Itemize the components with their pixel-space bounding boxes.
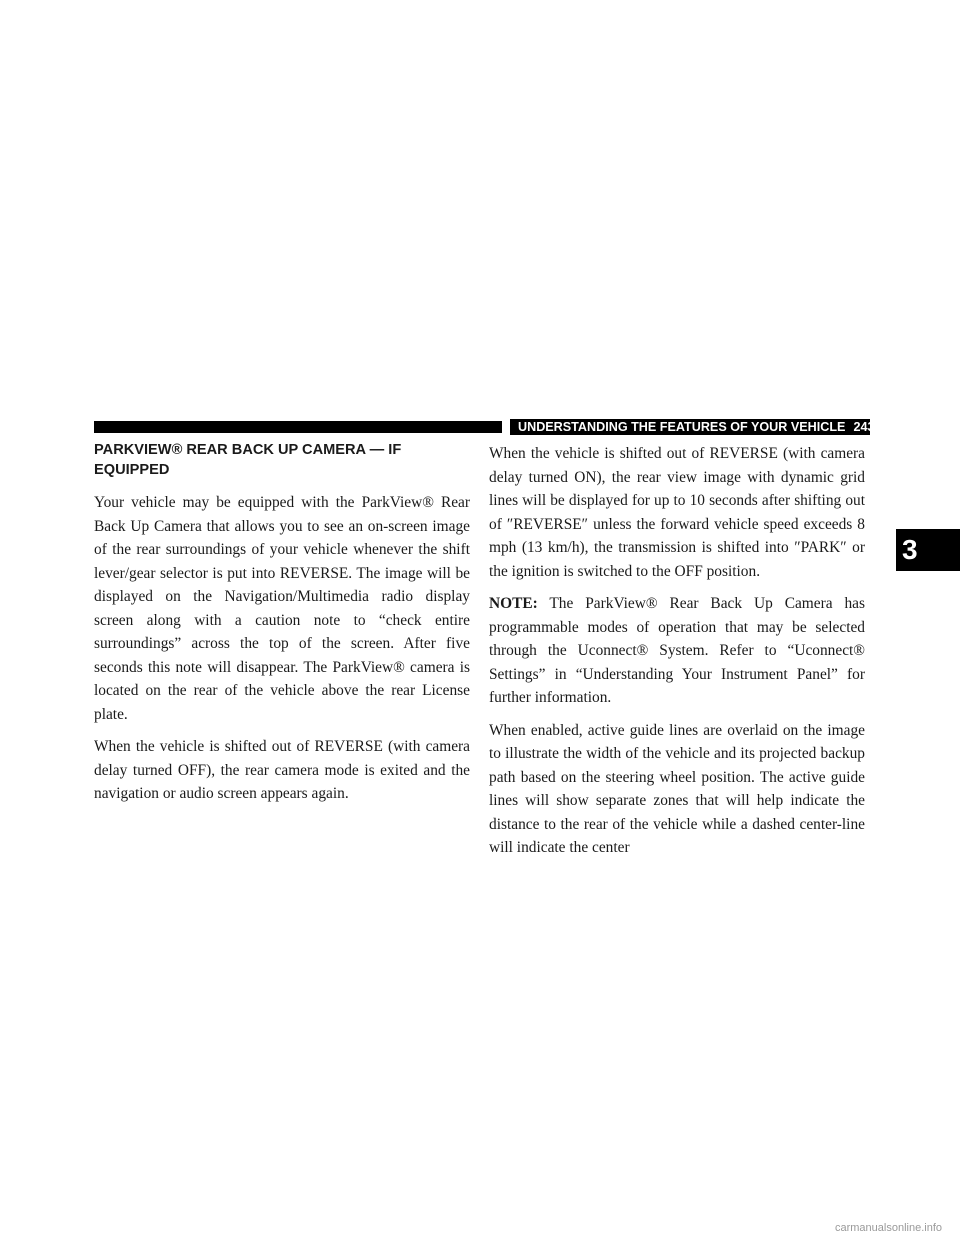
section-title: PARKVIEW® REAR BACK UP CAMERA — IF EQUIPPED: [94, 442, 402, 478]
note-text: The ParkView® Rear Back Up Camera has programmable modes of operation that may be selected through the Uconnect® System. Refer to “Uconnect® Settings” in “Understanding Your Instrument Panel” for further information.: [489, 595, 865, 706]
body-paragraph: When enabled, active guide lines are overlaid on the image to illustrate the width of the vehicle and its projected backup path based on the steering wheel position. The active guide lines will show separate zones that will help indicate the distance to the rear of the vehicle while a dashed center-line will indicate the center: [489, 721, 865, 856]
note-label: NOTE:: [489, 595, 538, 612]
header-rule: [94, 421, 502, 433]
page-number: 243: [853, 420, 875, 434]
chapter-tab: 3: [896, 529, 960, 571]
footer-watermark: carmanualsonline.info: [834, 1222, 942, 1234]
body-paragraph: When the vehicle is shifted out of REVERSE (with camera delay turned ON), the rear view image with dynamic grid lines will be displayed for up to 10 seconds after shifting out of ″REVERSE″ unless the forward vehicle speed exceeds 8 mph (13 km/h), the transmission is shifted into ″PARK″ or the ignition is switched to the OFF position.: [489, 445, 865, 580]
running-header: [510, 419, 875, 435]
body-paragraph: Your vehicle may be equipped with the ParkView® Rear Back Up Camera that allows you to see an on-screen image of the rear surroundings of your vehicle whenever the shift lever/gear selector is put into REVERSE. The image will be displayed on the Navigation/Multimedia radio display screen along with a caution note to “check entire surroundings” across the top of the screen. After five seconds this note will disappear. The ParkView® camera is located on the rear of the vehicle above the rear License plate.: [94, 494, 470, 723]
note-paragraph: [489, 592, 865, 710]
running-header-title: UNDERSTANDING THE FEATURES OF YOUR VEHICLE: [518, 420, 846, 434]
right-column: [489, 442, 865, 869]
body-paragraph: When the vehicle is shifted out of REVERSE (with camera delay turned OFF), the rear camera mode is exited and the navigation or audio screen appears again.: [94, 738, 470, 802]
left-column: [94, 440, 470, 815]
